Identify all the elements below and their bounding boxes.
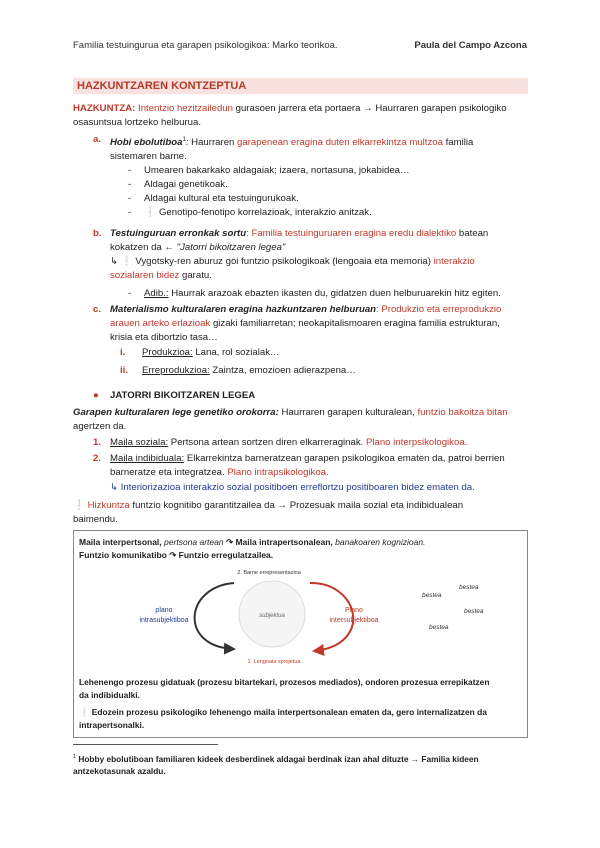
section-title: HAZKUNTZAREN KONTZEPTUA — [73, 78, 528, 94]
list-item: - Aldagai kultural eta testuingurukoak. — [128, 193, 299, 204]
arrow-icon: ↳ — [110, 256, 119, 267]
box-para1: Lehenengo prozesu gidatuak (prozesu bitartekari, prozesos mediados), ondoren prozesua errepikatzen da indibidualki. — [79, 677, 490, 700]
warning-icon: ❕ — [144, 207, 156, 218]
bottom-label-text: 1. Lengoaia sprojetua — [247, 659, 301, 665]
item-a-line2: sistemaren barne. — [110, 151, 187, 163]
list-item: - Umearen bakarkako aldagaiak; izaera, nortasuna, jokabidea… — [128, 165, 410, 176]
item-b-line2a: kokatzen da ← — [110, 242, 174, 253]
item-b-example: - Adib.: Haurrak arazoak ebazten ikasten du, gidatzen duen helburuarekin hitz egiten. — [128, 288, 501, 299]
jatorri-intro-italic: Garapen kulturalaren lege genetiko orokorra: — [73, 407, 279, 418]
item-b-line3red: interakzio — [433, 256, 475, 267]
item-a — [110, 133, 530, 164]
conclusion-red: Hizkuntza — [87, 500, 130, 511]
list-item: ii. Erreprodukzioa: Zaintza, emozioen adierazpena… — [120, 365, 356, 376]
box-paragraphs — [79, 676, 524, 732]
item-a-text1: Haurraren — [191, 137, 235, 149]
intro-rest2: osasuntsua lortzeko helburua. — [73, 117, 201, 128]
item-c-subs — [120, 346, 356, 378]
conclusion-line2: baimendu. — [73, 514, 118, 525]
item-b-tail: batean — [458, 228, 489, 239]
intro-term: HAZKUNTZA: — [73, 103, 136, 114]
header-left: Familia testuingurua eta garapen psikologikoa: Marko teorikoa. — [73, 40, 338, 51]
left-label-1: plano — [155, 607, 173, 614]
warning-icon: ❕ — [79, 707, 90, 717]
jatorri-title: ● JATORRI BIKOITZAREN LEGEA — [93, 390, 256, 401]
bullet-icon: ● — [93, 390, 99, 401]
footnote — [73, 751, 533, 778]
item-a-red: garapenean eragina duten elkarrekintza multzoa — [237, 137, 443, 149]
list-item: i. Produkzioa: Lana, rol sozialak… — [120, 347, 280, 358]
jatorri-intro — [73, 406, 533, 434]
list-item: - Aldagai genetikoak. — [128, 179, 228, 190]
footnote-ref: 1 — [182, 137, 186, 143]
item-c-red1: : Produkzio eta erreprodukzio — [376, 304, 502, 315]
jatorri-intro-line2: agertzen da. — [73, 421, 127, 432]
footnote-line1: Hobby ebolutiboan familiaren kideek desberdinek aldagai berdinak izan ahal dituzte → Familia kideen — [78, 753, 479, 764]
jatorri-arrow-line: ↳ Interiorizazioa interakzio sozial positiboen erreflortzu positiboaren bidez ematen da. — [110, 482, 475, 493]
conclusion — [73, 499, 533, 527]
conclusion-text: funtzio kognitibo garantitzailea da → Prozesuak maila sozial eta indibidualean — [132, 500, 464, 511]
list-item: 2. Maila indibiduala: Elkarrekintza barneratzean garapen psikologikoa ematen da, patroi berrien barneratze eta integratzea. Plano intrapsikologikoa. — [93, 453, 505, 478]
footnote-sup: 1 — [73, 754, 77, 760]
item-a-marker: a. — [93, 134, 102, 145]
warning-icon: ❕ — [120, 256, 133, 267]
bestea-label: bestea — [464, 608, 484, 615]
item-b-red: : Familia testuinguruaren eragina eredu dialektiko — [246, 228, 457, 239]
item-c-red2: arauen arteko erlazioak — [110, 318, 211, 329]
bestea-label: bestea — [422, 592, 442, 599]
footnote-divider — [73, 744, 218, 745]
left-label-2: intrasubjektiboa — [139, 617, 189, 624]
item-a-title: Hobi ebolutiboa — [110, 137, 183, 149]
left-arrow — [195, 583, 234, 649]
item-b-line4red: sozialaren bidez — [110, 270, 180, 281]
right-label-2: intersubjektiboa — [329, 617, 379, 624]
list-item: 1. Maila soziala: Pertsona artean sortzen diren elkarreraginak. Plano interpsikologikoa. — [93, 437, 468, 448]
warning-icon: ❕ — [73, 500, 85, 511]
diagram — [74, 567, 527, 667]
top-label: 2. Barne errepresentazioa — [237, 570, 301, 576]
center-label: subjektua — [259, 613, 285, 619]
jatorri-intro-red: funtzio bakoitza bitan — [417, 407, 508, 418]
list-item: - ❕ Genotipo-fenotipo korrelazioak, interakzio anitzak. — [128, 207, 372, 218]
intro-red: Intentzio hezitzailedun — [138, 103, 233, 114]
item-b-line3: Vygotsky-ren aburuz goi funtzio psikologikoak (lengoaia eta memoria) — [135, 256, 431, 267]
item-b-line4: garatu. — [182, 270, 212, 281]
box-para2: ❕ Edozein prozesu psikologiko lehenengo maila interpertsonalean ematen da, gero internalizatzen da intrapertsonalki. — [79, 707, 487, 730]
intro-rest1: gurasoen jarrera eta portaera → Haurraren garapen psikologiko — [235, 103, 507, 114]
summary-box — [73, 530, 528, 738]
item-b-title: Testuinguruan erronkak sortu — [110, 228, 247, 239]
jatorri-list — [93, 436, 533, 480]
bestea-label: bestea — [459, 584, 479, 591]
item-b-marker: b. — [93, 228, 102, 239]
item-c-title: Materialismo kulturalaren eragina hazkuntzaren helburuan — [110, 304, 377, 315]
item-a-bullets — [128, 164, 410, 220]
footnote-line2: antzekotasunak azaldu. — [73, 766, 166, 777]
intro-paragraph — [73, 102, 533, 130]
item-c — [110, 303, 530, 345]
adib-label: Adib.: — [144, 288, 169, 299]
item-c-line2: gizaki familiarretan; neokapitalismoaren eragina familia estrukturan, — [212, 318, 500, 329]
item-c-marker: c. — [93, 304, 102, 315]
item-a-colon: : — [185, 137, 189, 149]
bestea-label: bestea — [429, 624, 449, 631]
adib-text: Haurrak arazoak ebazten ikasten du, gidatzen duen helburuarekin hitz egiten. — [171, 288, 501, 299]
bottom-label — [248, 659, 302, 665]
item-b-line2b: "Jatorri bikoitzaren legea" — [176, 242, 286, 253]
item-a-text2: familia — [445, 137, 474, 149]
jatorri-intro-text: Haurraren garapen kulturalean, — [281, 407, 415, 418]
item-c-line3: krisia eta dibortzio tasa… — [110, 332, 218, 343]
header-right: Paula del Campo Azcona — [414, 40, 527, 51]
box-header: Maila interpertsonal, pertsona artean ↷ Maila intrapertsonalean, banakoaren kognizioan. Funtzio komunikatibo ↷ Funtzio erregulatzailea. — [79, 537, 426, 560]
item-b — [110, 227, 530, 283]
right-label-1: Plano — [345, 607, 363, 614]
